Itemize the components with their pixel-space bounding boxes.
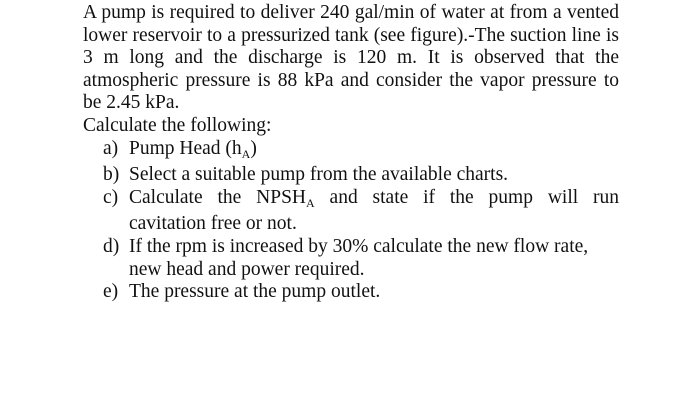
item-letter: a): [103, 137, 119, 159]
calculate-heading: Calculate the following:: [83, 114, 272, 136]
item-text-part: Calculate the NPSH: [129, 186, 307, 208]
subscript: A: [306, 195, 315, 210]
item-text-part: and state if the pump will run: [314, 186, 620, 208]
item-text: [129, 236, 619, 281]
item-line: cavitation free or not.: [129, 213, 297, 235]
question-item-c: [83, 187, 619, 236]
item-text: [129, 138, 619, 161]
item-line: new head and power required.: [129, 258, 365, 280]
item-text-part: ): [250, 137, 257, 159]
subscript: A: [241, 146, 251, 161]
item-letter: d): [103, 235, 120, 257]
question-item-d: [83, 236, 619, 281]
problem-document: [83, 2, 619, 304]
item-line: [129, 187, 619, 210]
item-letter: e): [103, 281, 119, 303]
question-item-e: [83, 281, 619, 304]
item-text: [129, 187, 619, 236]
item-text-part: Pump Head (h: [129, 137, 242, 159]
problem-statement: A pump is required to deliver 240 gal/min of water at from a vented lower reservoir to a pressurized tank (see figure).-The suction line is 3 m long and the discharge is 120 m. It is observed that the atmospheric pressure is 88 kPa and consider the vapor pressure to be 2.45 kPa.: [83, 2, 619, 114]
item-letter: b): [103, 164, 120, 186]
item-letter: c): [103, 186, 119, 208]
question-item-a: [83, 138, 619, 161]
item-line: If the rpm is increased by 30% calculate the new flow rate,: [129, 235, 589, 257]
question-item-b: [83, 164, 619, 187]
item-text: Select a suitable pump from the available charts.: [129, 164, 509, 186]
question-list: [83, 138, 619, 304]
item-text: The pressure at the pump outlet.: [129, 281, 381, 303]
